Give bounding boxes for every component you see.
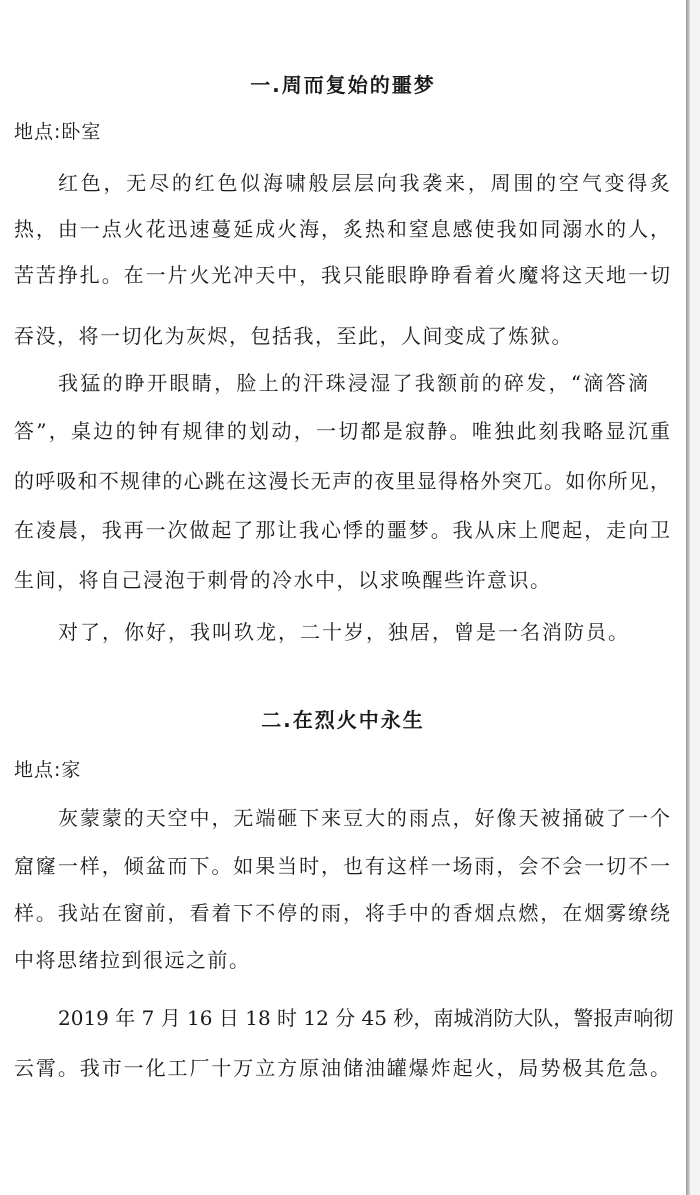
text-line: 苦苦挣扎。在一片火光冲天中，我只能眼睁睁看着火魔将这天地一切 <box>14 263 670 287</box>
text-line: 窟窿一样，倾盆而下。如果当时，也有这样一场雨，会不会一切不一 <box>14 854 670 878</box>
text-line: 2019 年 7 月 16 日 18 时 12 分 45 秒，南城消防大队，警报声响彻 <box>58 1006 674 1030</box>
text-line: 灰蒙蒙的天空中，无端砸下来豆大的雨点，好像天被捅破了一个 <box>58 806 670 830</box>
location-label: 地点:卧室 <box>14 121 102 143</box>
text-line: 生间，将自己浸泡于刺骨的冷水中，以求唤醒些许意识。 <box>14 568 552 592</box>
text-line: 在凌晨，我再一次做起了那让我心悸的噩梦。我从床上爬起，走向卫 <box>14 518 670 542</box>
text-line: 答”，桌边的钟有规律的划动，一切都是寂静。唯独此刻我略显沉重 <box>14 419 670 443</box>
text-line: 对了，你好，我叫玖龙，二十岁，独居，曾是一名消防员。 <box>58 620 630 644</box>
text-line: 红色，无尽的红色似海啸般层层向我袭来，周围的空气变得炙 <box>58 171 670 195</box>
text-line: 的呼吸和不规律的心跳在这漫长无声的夜里显得格外突兀。如你所见， <box>14 469 670 493</box>
section-title: 一.周而复始的噩梦 <box>250 73 436 97</box>
text-line: 吞没，将一切化为灰烬，包括我，至此，人间变成了炼狱。 <box>14 324 573 348</box>
section-title: 二.在烈火中永生 <box>261 708 425 732</box>
text-line: 我猛的睁开眼睛，脸上的汗珠浸湿了我额前的碎发，“滴答滴 <box>58 371 648 395</box>
page-margin <box>690 0 700 1195</box>
location-label: 地点:家 <box>14 759 82 781</box>
text-line: 样。我站在窗前，看着下不停的雨，将手中的香烟点燃，在烟雾缭绕 <box>14 901 670 925</box>
text-line: 热，由一点火花迅速蔓延成火海，炙热和窒息感使我如同溺水的人， <box>14 217 670 241</box>
text-line: 中将思绪拉到很远之前。 <box>14 948 251 972</box>
text-line: 云霄。我市一化工厂十万立方原油储油罐爆炸起火，局势极其危急。 <box>14 1056 670 1080</box>
